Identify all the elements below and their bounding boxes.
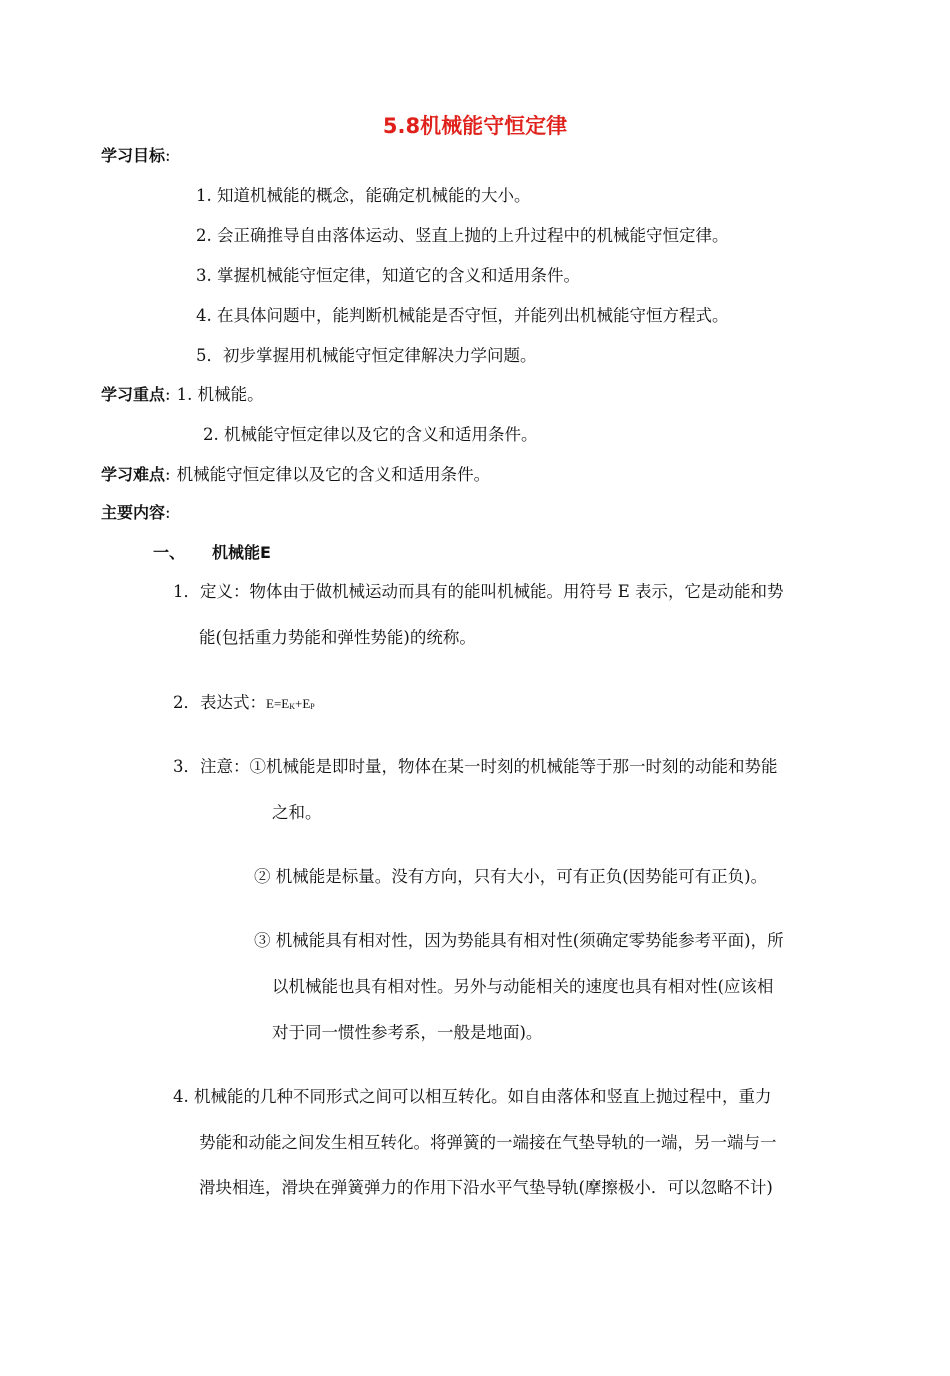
objective-item-4: 4. 在具体问题中，能判断机械能是否守恒，并能列出机械能守恒方程式。: [196, 306, 729, 325]
notes-line-1: 3．注意：①机械能是即时量，物体在某一时刻的机械能等于那一时刻的动能和势能: [173, 757, 778, 776]
definition-line-1: 1．定义：物体由于做机械运动而具有的能叫机械能。用符号 E 表示，它是动能和势: [173, 582, 784, 601]
page-title: 5.8机械能守恒定律: [382, 114, 568, 138]
objective-item-5: 5．初步掌握用机械能守恒定律解决力学问题。: [196, 346, 537, 365]
formula-plus-e: +E: [295, 696, 311, 711]
notes-line-6: 对于同一惯性参考系，一般是地面)。: [272, 1023, 543, 1042]
formula-sub-k: K: [289, 702, 295, 711]
expression-formula: [266, 696, 315, 711]
difficulties-line: [101, 461, 490, 485]
key-points-line: [101, 381, 264, 405]
conversion-line-2: 势能和动能之间发生相互转化。将弹簧的一端接在气垫导轨的一端，另一端与一: [199, 1133, 777, 1152]
main-content-heading-line: [101, 500, 171, 523]
objective-item-2: 2. 会正确推导自由落体运动、竖直上抛的上升过程中的机械能守恒定律。: [196, 226, 729, 245]
expression-line: [173, 689, 315, 713]
key-points-colon: :: [165, 385, 171, 404]
definition-line-2: 能(包括重力势能和弹性势能)的统称。: [199, 628, 476, 647]
objective-item-1: 1. 知道机械能的概念，能确定机械能的大小。: [196, 186, 531, 205]
difficulties-text: 机械能守恒定律以及它的含义和适用条件。: [176, 465, 491, 484]
conversion-line-1: 4. 机械能的几种不同形式之间可以相互转化。如自由落体和竖直上抛过程中，重力: [173, 1087, 772, 1106]
notes-line-2: 之和。: [272, 803, 322, 822]
key-point-item-1: 1. 机械能。: [176, 385, 264, 404]
difficulties-colon: :: [165, 465, 171, 484]
objectives-heading: 学习目标: [101, 146, 166, 165]
conversion-line-3: 滑块相连，滑块在弹簧弹力的作用下沿水平气垫导轨(摩擦极小．可以忽略不计): [199, 1178, 773, 1197]
key-point-item-2: 2. 机械能守恒定律以及它的含义和适用条件。: [203, 425, 538, 444]
difficulties-heading: 学习难点: [101, 465, 166, 484]
objective-item-3: 3. 掌握机械能守恒定律，知道它的含义和适用条件。: [196, 266, 580, 285]
section-number: 一、: [153, 543, 186, 562]
expression-label: 2．表达式：: [173, 693, 266, 712]
main-content-colon: :: [165, 503, 171, 522]
key-points-heading: 学习重点: [101, 385, 166, 404]
formula-e: E=E: [266, 696, 290, 711]
notes-line-5: 以机械能也具有相对性。另外与动能相关的速度也具有相对性(应该相: [272, 977, 774, 996]
notes-line-3: ② 机械能是标量。没有方向，只有大小，可有正负(因势能可有正负)。: [254, 867, 768, 886]
notes-line-4: ③ 机械能具有相对性，因为势能具有相对性(须确定零势能参考平面)，所: [254, 931, 784, 950]
objectives-heading-line: [101, 143, 171, 166]
objectives-colon: :: [165, 146, 171, 165]
formula-sub-p: P: [310, 702, 315, 711]
main-content-heading: 主要内容: [101, 503, 166, 522]
section-title: 机械能E: [212, 543, 271, 562]
